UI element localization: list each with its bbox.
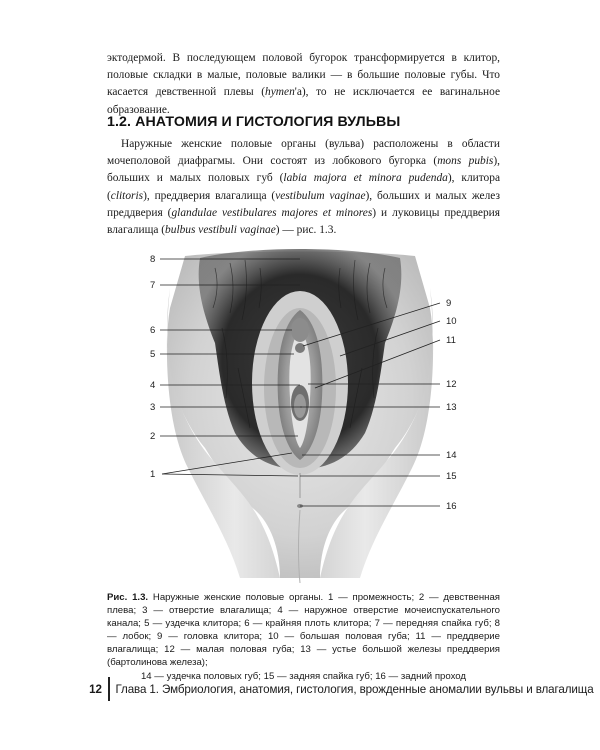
page-footer: [88, 676, 594, 702]
footer-divider: [108, 677, 110, 701]
page-number: 12: [89, 682, 102, 696]
term-bulbus: bulbus vestibuli vaginae: [165, 224, 276, 237]
label-9: 9: [446, 298, 452, 309]
label-6: 6: [150, 325, 156, 336]
term-glandulae: glandulae vestibulares majores et minores: [171, 206, 373, 219]
label-14: 14: [446, 450, 457, 461]
label-16: 16: [446, 501, 457, 512]
label-2: 2: [150, 431, 156, 442]
figure-caption: Рис. 1.3. Наружные женские половые органы. 1 — промежность; 2 — девственная плева; 3 — отверстие влагалища; 4 — наружное отверстие мочеиспускательного канала; 5 — уздечка клитора; 6 — крайняя плоть клитора; 7 — передняя спайка губ; 8 — лобок; 9 — головка клитора; 10 — большая половая губа; 11 — преддверие влагалища; 12 — малая половая губа; 13 — устье большой железы преддверия (бартолинова железа); 14 — уздечка половых губ; 15 — задняя спайка губ; 16 — задний проход: [107, 592, 501, 682]
term-labia: labia majora et minora pudenda: [283, 172, 448, 185]
running-title: Глава 1. Эмбриология, анатомия, гистология, врожденные аномалии вульвы и влагалища: [115, 682, 594, 696]
label-15: 15: [446, 471, 457, 482]
label-12: 12: [446, 379, 457, 390]
term-clitoris: clitoris: [110, 189, 144, 202]
label-7: 7: [150, 280, 156, 291]
figure-drawing: [0, 248, 600, 588]
term-vestibulum: vestibulum vaginae: [275, 189, 366, 202]
label-11: 11: [446, 335, 456, 346]
section-heading: 1.2. АНАТОМИЯ И ГИСТОЛОГИЯ ВУЛЬВЫ: [107, 114, 401, 130]
anatomy-paragraph: Наружные женские половые органы (вульва) расположены в области мочеполовой диафрагмы. Они состоят из лобкового бугорка (mons pubis), больших и малых половых губ (labia majora et minora pudenda), клитора (clitoris), преддверия влагалища (vestibulum vaginae), больших и малых желез преддверия (glandulae vestibulares majores et minores) и луковицы преддверия влагалища (bulbus vestibuli vaginae) — рис. 1.3.: [107, 138, 501, 237]
anatomical-figure: [0, 248, 600, 588]
caption-label: Рис. 1.3.: [107, 592, 149, 603]
label-4: 4: [150, 380, 156, 391]
label-1: 1: [150, 469, 156, 480]
intro-paragraph: эктодермой. В последующем половой бугорок трансформируется в клитор, половые складки в малые, половые валики — в большие половые губы. Что касается девственной плевы (hymen'а), то не исключается ее вагинальное образование.: [107, 52, 501, 116]
label-8: 8: [150, 254, 156, 265]
label-13: 13: [446, 402, 457, 413]
label-10: 10: [446, 316, 457, 327]
label-3: 3: [150, 402, 156, 413]
label-5: 5: [150, 349, 156, 360]
term-hymen: hymen: [265, 86, 295, 99]
term-mons-pubis: mons pubis: [437, 155, 494, 168]
